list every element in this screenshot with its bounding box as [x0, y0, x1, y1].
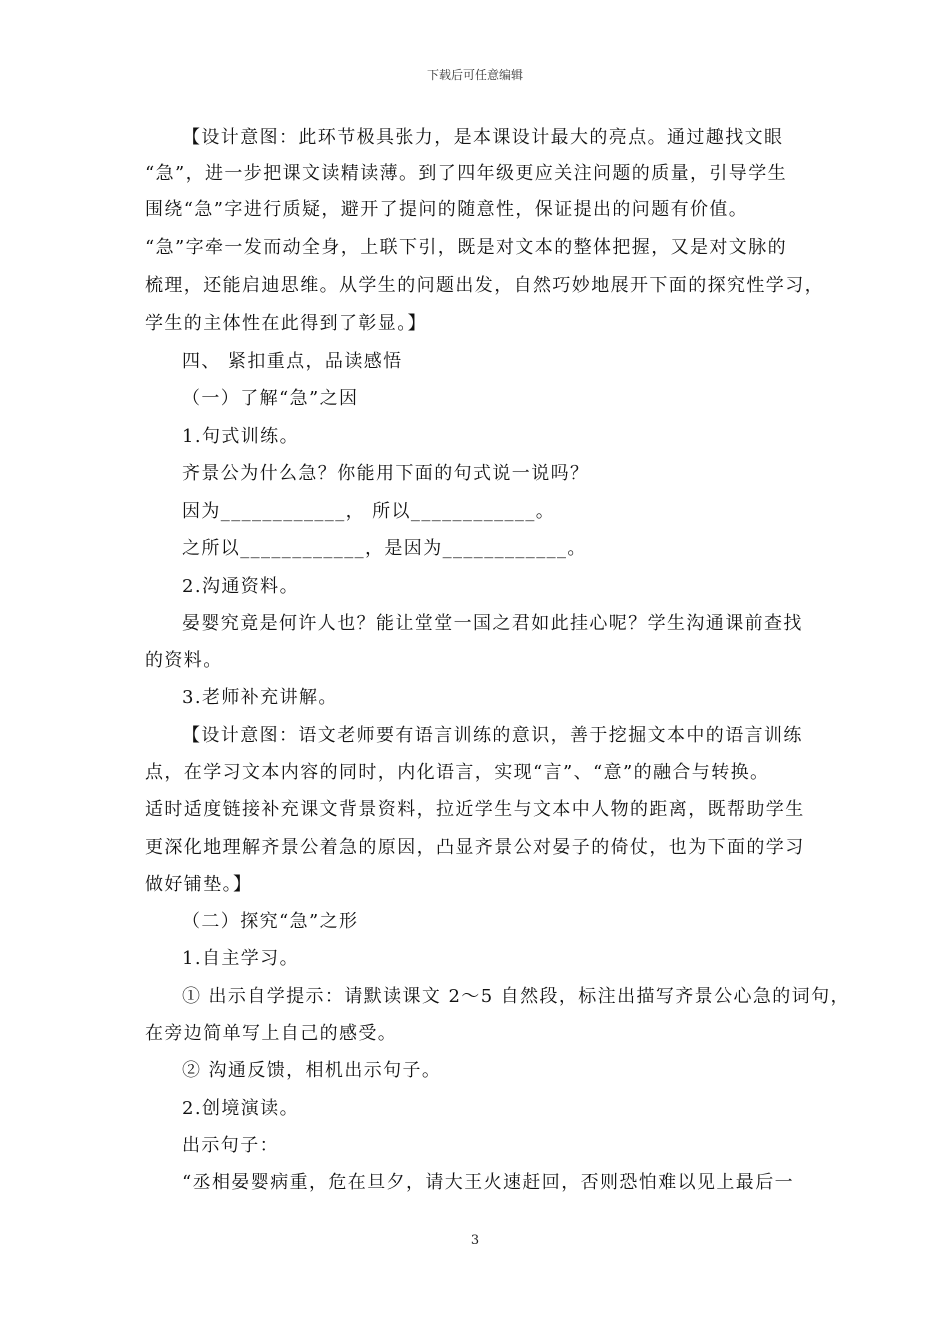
paragraph-line: ② 沟通反馈，相机出示句子。 — [182, 1060, 442, 1081]
paragraph-line: 做好铺垫。】 — [145, 874, 253, 895]
paragraph-line: “急”，进一步把课文读精读薄。到了四年级更应关注问题的质量，引导学生 — [145, 163, 788, 184]
subsection-heading: （二）探究“急”之形 — [182, 911, 359, 932]
paragraph-line: 【设计意图：此环节极具张力，是本课设计最大的亮点。通过趣找文眼 — [182, 127, 784, 148]
step-heading: 1.句式训练。 — [182, 426, 299, 447]
paragraph-line: 梳理，还能启迪思维。从学生的问题出发，自然巧妙地展开下面的探究性学习， — [145, 275, 824, 296]
step-heading: 2.创境演读。 — [182, 1098, 299, 1119]
fill-in-blank-line: 之所以____________，是因为____________。 — [182, 538, 587, 559]
paragraph-line: “丞相晏婴病重，危在旦夕，请大王火速赶回，否则恐怕难以见上最后一 — [182, 1172, 794, 1193]
step-heading: 3.老师补充讲解。 — [182, 687, 338, 708]
paragraph-line: 围绕“急”字进行质疑，避开了提问的随意性，保证提出的问题有价值。 — [145, 199, 749, 220]
paragraph-line: 适时适度链接补充课文背景资料，拉近学生与文本中人物的距离，既帮助学生 — [145, 799, 805, 820]
paragraph-line: 出示句子： — [182, 1135, 279, 1156]
paragraph-line: 学生的主体性在此得到了彰显。】 — [145, 313, 427, 334]
paragraph-line: 【设计意图：语文老师要有语言训练的意识，善于挖掘文本中的语言训练 — [182, 725, 803, 746]
paragraph-line: 晏婴究竟是何许人也？能让堂堂一国之君如此挂心呢？学生沟通课前查找 — [182, 613, 803, 634]
paragraph-line: 点，在学习文本内容的同时，内化语言，实现“言”、“意”的融合与转换。 — [145, 762, 770, 783]
section-heading: 四、 紧扣重点，品读感悟 — [182, 351, 403, 372]
step-heading: 1.自主学习。 — [182, 948, 299, 969]
subsection-heading: （一）了解“急”之因 — [182, 388, 359, 409]
paragraph-line: 齐景公为什么急？你能用下面的句式说一说吗？ — [182, 463, 590, 484]
paragraph-line: 的资料。 — [145, 650, 223, 671]
page-number: 3 — [470, 1233, 480, 1248]
paragraph-line: 更深化地理解齐景公着急的原因，凸显齐景公对晏子的倚仗，也为下面的学习 — [145, 837, 805, 858]
step-heading: 2.沟通资料。 — [182, 576, 299, 597]
fill-in-blank-line: 因为____________， 所以____________。 — [182, 501, 556, 522]
paragraph-line: 在旁边简单写上自己的感受。 — [145, 1023, 398, 1044]
paragraph-line: “急”字牵一发而动全身，上联下引，既是对文本的整体把握，又是对文脉的 — [145, 237, 788, 258]
page-header: 下载后可任意编辑 — [426, 68, 523, 82]
paragraph-line: ① 出示自学提示：请默读课文 2～5 自然段，标注出描写齐景公心急的词句， — [182, 986, 850, 1007]
